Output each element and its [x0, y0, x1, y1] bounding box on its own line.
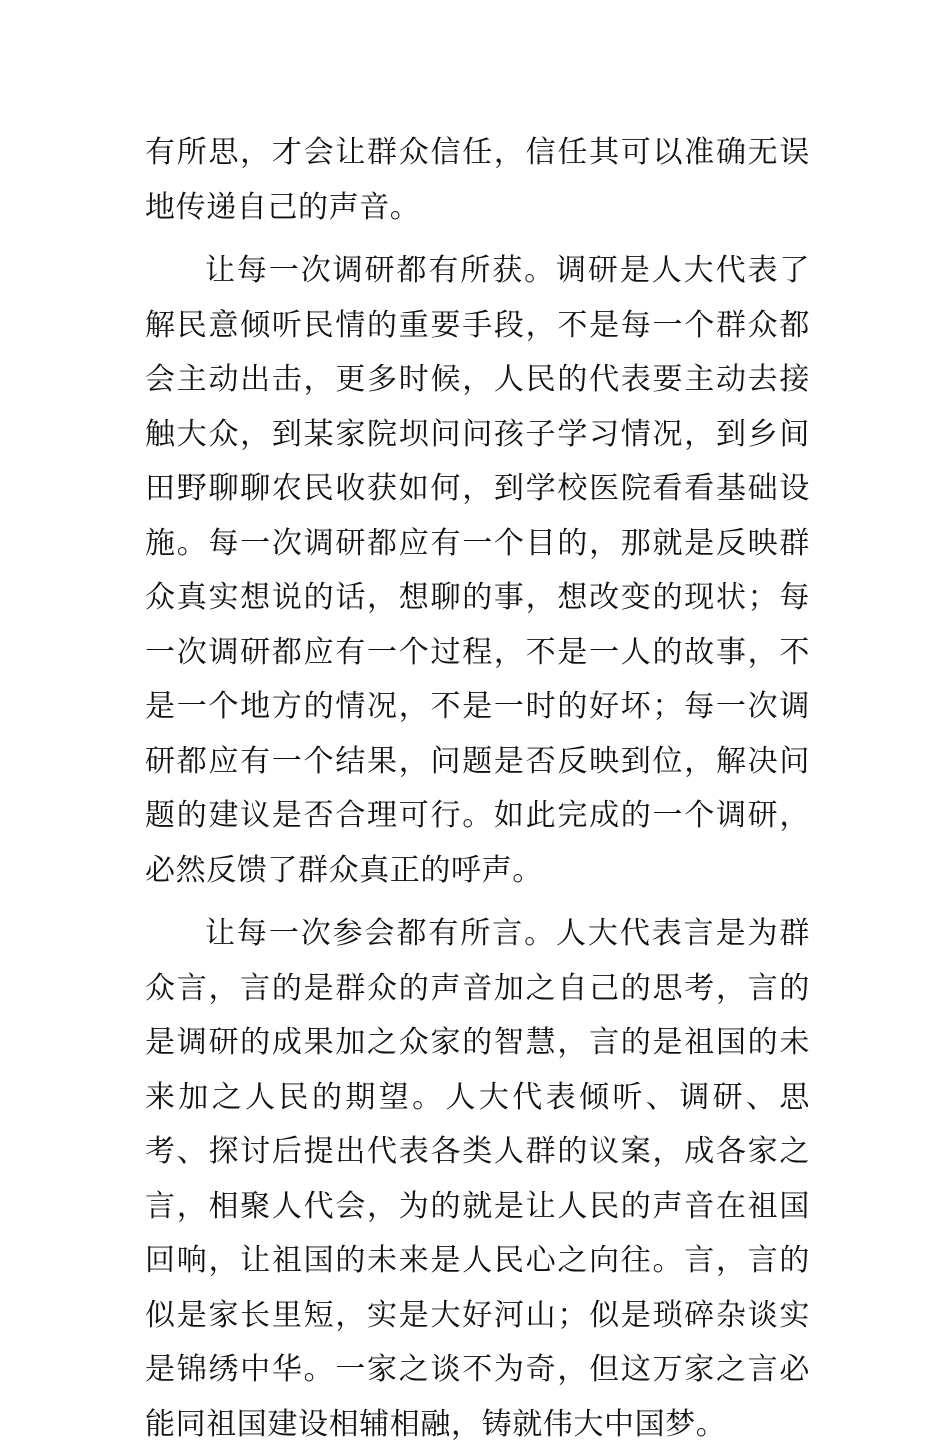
paragraph-continuation: 有所思，才会让群众信任，信任其可以准确无误地传递自己的声音。 — [145, 135, 810, 225]
document-body — [145, 126, 810, 1452]
paragraph-meeting: 让每一次参会都有所言。人大代表言是为群众言，言的是群众的声音加之自己的思考，言的是调研的成果加之众家的智慧，言的是祖国的未来加之人民的期望。人大代表倾听、调研、思考、探讨后提出代表各类人群的议案，成各家之言，相聚人代会，为的就是让人民的声音在祖国回响，让祖国的未来是人民心之向往。言，言的似是家长里短，实是大好河山；似是琐碎杂谈实是锦绣中华。一家之谈不为奇，但这万家之言必能同祖国建设相辅相融，铸就伟大中国梦。 — [145, 916, 810, 1442]
paragraph-research: 让每一次调研都有所获。调研是人大代表了解民意倾听民情的重要手段，不是每一个群众都会主动出击，更多时候，人民的代表要主动去接触大众，到某家院坝问问孩子学习情况，到乡间田野聊聊农民收获如何，到学校医院看看基础设施。每一次调研都应有一个目的，那就是反映群众真实想说的话，想聊的事，想改变的现状；每一次调研都应有一个过程，不是一人的故事，不是一个地方的情况，不是一时的好坏；每一次调研都应有一个结果，问题是否反映到位，解决问题的建议是否合理可行。如此完成的一个调研，必然反馈了群众真正的呼声。 — [145, 253, 810, 888]
